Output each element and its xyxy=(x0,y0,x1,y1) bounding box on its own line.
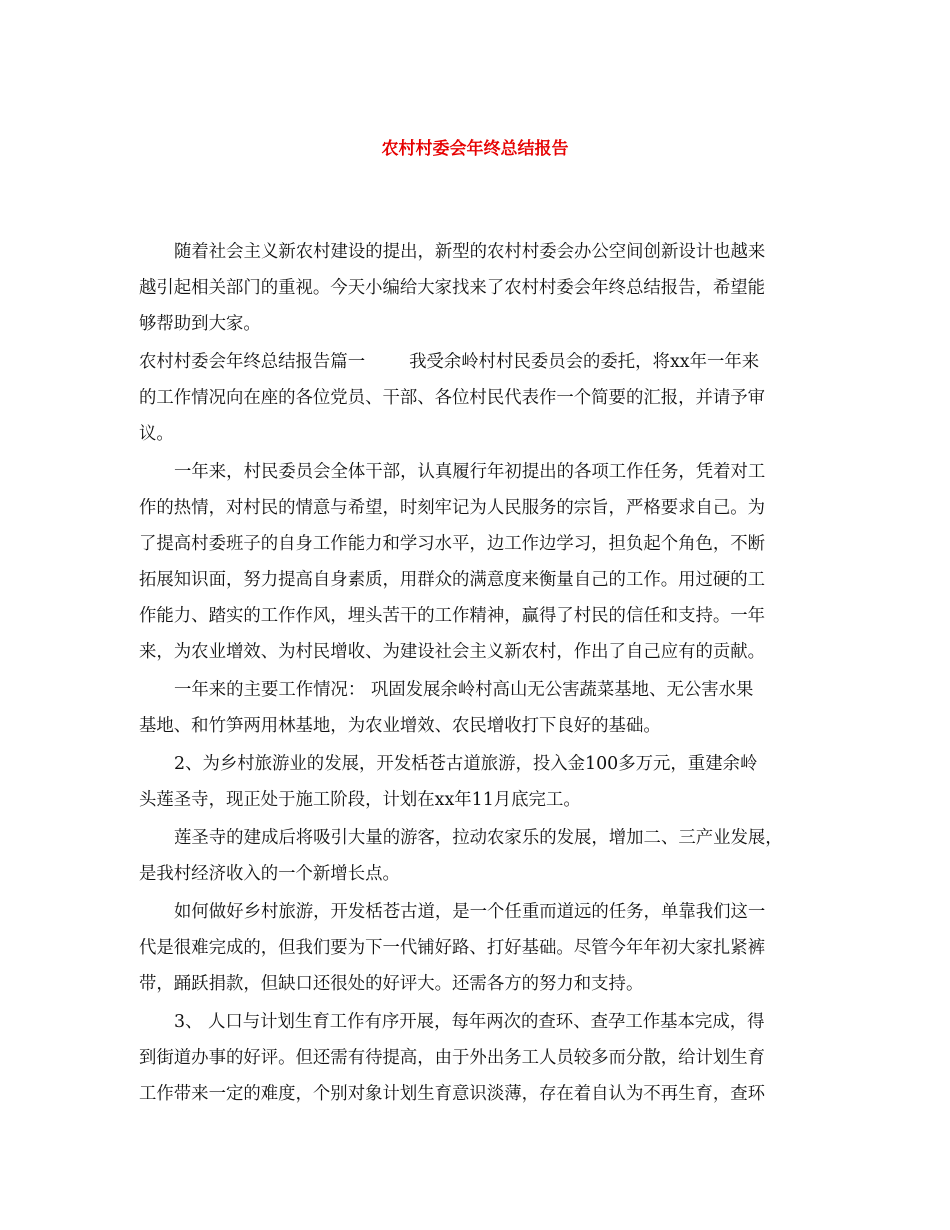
paragraph-line: 工作带来一定的难度，个别对象计划生育意识淡薄，存在着自认为不再生育，查环 xyxy=(139,1084,766,1104)
paragraph-line: 一年来的主要工作情况： 巩固发展余岭村高山无公害蔬菜基地、无公害水果 xyxy=(174,680,754,700)
paragraph-line: 议。 xyxy=(139,424,174,444)
section-heading-line xyxy=(139,344,811,380)
paragraph-line: 来，为农业增效、为村民增收、为建设社会主义新农村，作出了自己应有的贡献。 xyxy=(139,642,766,662)
paragraph-line: 的工作情况向在座的各位党员、干部、各位村民代表作一个简要的汇报，并请予审 xyxy=(139,388,766,408)
paragraph-line: 拓展知识面，努力提高自身素质，用群众的满意度来衡量自己的工作。用过硬的工 xyxy=(139,570,766,590)
paragraph-line: 是我村经济收入的一个新增长点。 xyxy=(139,864,400,884)
paragraph-line: 作的热情，对村民的情意与希望，时刻牢记为人民服务的宗旨，严格要求自己。为 xyxy=(139,498,766,518)
paragraph-line: 莲圣寺的建成后将吸引大量的游客，拉动农家乐的发展，增加二、三产业发展， xyxy=(174,828,783,848)
paragraph-line: 带，踊跃捐款，但缺口还很处的好评大。还需各方的努力和支持。 xyxy=(139,974,644,994)
paragraph-line: 头莲圣寺，现正处于施工阶段，计划在xx年11月底完工。 xyxy=(139,790,581,810)
paragraph-line: 作能力、踏实的工作作风，埋头苦干的工作精神，赢得了村民的信任和支持。一年 xyxy=(139,606,766,626)
paragraph-line: 代是很难完成的，但我们要为下一代铺好路、打好基础。尽管今年年初大家扎紧裤 xyxy=(139,938,766,958)
paragraph-line: 了提高村委班子的自身工作能力和学习水平，边工作边学习，担负起个角色，不断 xyxy=(139,534,766,554)
paragraph-line: 2、为乡村旅游业的发展，开发栝苍古道旅游，投入金100多万元，重建余岭 xyxy=(174,754,758,774)
document-title: 农村村委会年终总结报告 xyxy=(381,139,569,159)
document-body xyxy=(139,234,811,1112)
section-heading: 农村村委会年终总结报告篇一 xyxy=(139,352,366,372)
paragraph-text: 我受余岭村村民委员会的委托，将xx年一年来 xyxy=(409,352,760,372)
paragraph-line: 到街道办事的好评。但还需有待提高，由于外出务工人员较多而分散，给计划生育 xyxy=(139,1048,766,1068)
paragraph-line: 如何做好乡村旅游，开发栝苍古道，是一个任重而道远的任务，单靠我们这一 xyxy=(174,902,766,922)
paragraph-line: 基地、和竹笋两用林基地，为农业增效、农民增收打下良好的基础。 xyxy=(139,716,661,736)
paragraph-line: 够帮助到大家。 xyxy=(139,314,261,334)
paragraph-line: 随着社会主义新农村建设的提出，新型的农村村委会办公空间创新设计也越来 xyxy=(174,242,766,262)
paragraph-line: 一年来，村民委员会全体干部，认真履行年初提出的各项工作任务，凭着对工 xyxy=(174,462,766,482)
paragraph-line: 越引起相关部门的重视。今天小编给大家找来了农村村委会年终总结报告，希望能 xyxy=(139,278,766,298)
paragraph-line: 3、 人口与计划生育工作有序开展，每年两次的查环、查孕工作基本完成，得 xyxy=(174,1012,765,1032)
